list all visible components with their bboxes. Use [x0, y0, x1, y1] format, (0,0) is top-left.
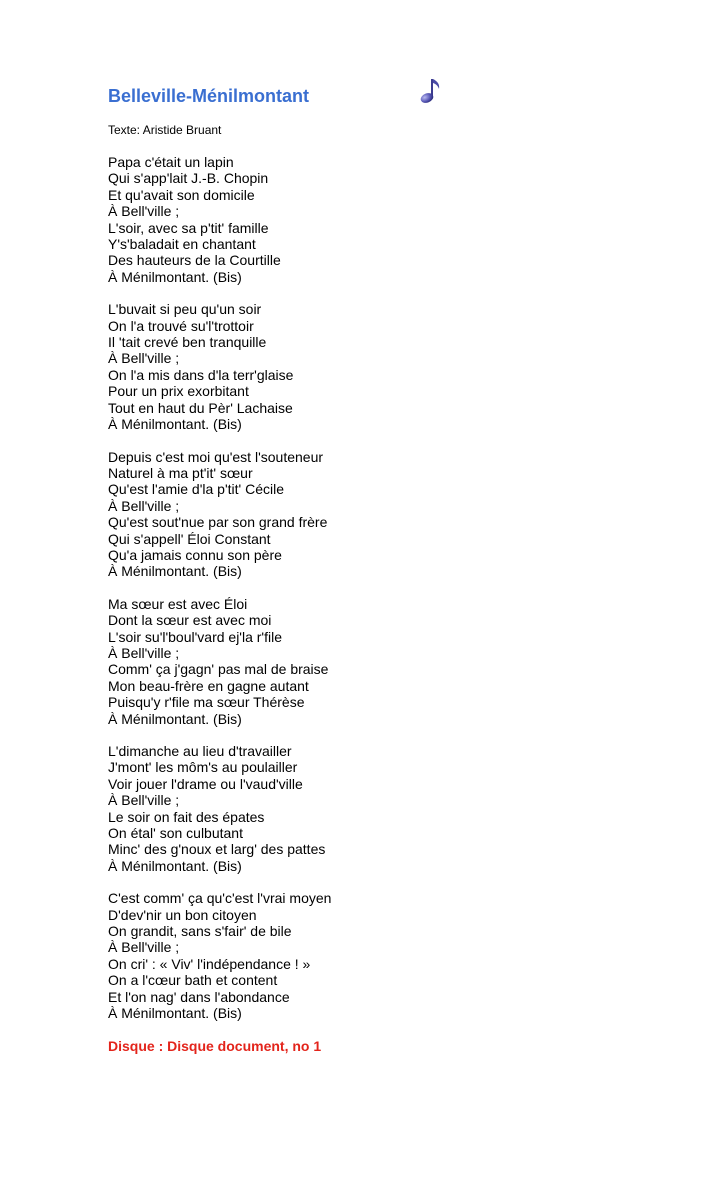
lyric-line: Ma sœur est avec Éloi — [108, 595, 248, 612]
stanza-4 — [108, 596, 668, 727]
lyric-line: Depuis c'est moi qu'est l'souteneur — [108, 448, 324, 465]
stanza-1 — [108, 154, 668, 285]
lyric-line: Qui s'app'lait J.-B. Chopin — [108, 170, 269, 187]
lyric-line: Voir jouer l'drame ou l'vaud'ville — [108, 775, 303, 792]
stanza-3 — [108, 449, 668, 580]
lyric-line: On grandit, sans s'fair' de bile — [108, 923, 292, 940]
lyric-line: Qu'est l'amie d'la p'tit' Cécile — [108, 481, 284, 498]
stanza-5 — [108, 743, 668, 874]
lyric-line: Mon beau-frère en gagne autant — [108, 677, 309, 694]
lyric-line: À Bell'ville ; — [108, 203, 180, 220]
lyric-line: On a l'cœur bath et content — [108, 972, 278, 989]
lyric-line: D'dev'nir un bon citoyen — [108, 906, 257, 923]
lyric-line: À Ménilmontant. (Bis) — [108, 416, 242, 433]
lyric-line: Dont la sœur est avec moi — [108, 612, 272, 629]
lyric-line: À Bell'ville ; — [108, 497, 180, 514]
stanza-2 — [108, 301, 668, 432]
lyric-line: Tout en haut du Pèr' Lachaise — [108, 399, 293, 416]
music-note-icon — [416, 76, 442, 106]
lyric-line: À Ménilmontant. (Bis) — [108, 563, 242, 580]
song-title: Belleville-Ménilmontant — [108, 86, 310, 106]
lyric-line: À Bell'ville ; — [108, 792, 180, 809]
lyric-line: Naturel à ma pt'it' sœur — [108, 464, 253, 481]
lyric-line: Le soir on fait des épates — [108, 808, 265, 825]
lyric-line: On étal' son culbutant — [108, 825, 243, 842]
lyric-line: Qui s'appell' Éloi Constant — [108, 530, 271, 547]
lyric-line: Qu'a jamais connu son père — [108, 546, 282, 563]
lyric-line: J'mont' les môm's au poulailler — [108, 759, 298, 776]
title-row — [108, 84, 668, 112]
lyric-line: À Bell'ville ; — [108, 644, 180, 661]
lyric-line: C'est comm' ça qu'c'est l'vrai moyen — [108, 890, 332, 907]
lyric-line: L'soir su'l'boul'vard ej'la r'file — [108, 628, 283, 645]
lyric-line: Il 'tait crevé ben tranquille — [108, 334, 267, 351]
lyric-line: À Ménilmontant. (Bis) — [108, 1005, 242, 1022]
lyric-line: Pour un prix exorbitant — [108, 383, 249, 400]
lyric-line: Papa c'était un lapin — [108, 154, 234, 170]
lyric-line: À Ménilmontant. (Bis) — [108, 857, 242, 874]
lyric-line: À Ménilmontant. (Bis) — [108, 268, 242, 285]
lyric-line: On l'a mis dans d'la terr'glaise — [108, 366, 294, 383]
lyric-line: L'dimanche au lieu d'travailler — [108, 743, 292, 759]
lyric-line: À Bell'ville ; — [108, 939, 180, 956]
lyric-line: À Bell'ville ; — [108, 350, 180, 367]
lyric-line: Des hauteurs de la Courtille — [108, 252, 281, 269]
lyric-line: L'soir, avec sa p'tit' famille — [108, 219, 269, 236]
lyric-line: Et qu'avait son domicile — [108, 186, 255, 203]
stanza-6 — [108, 890, 668, 1021]
author-credit: Texte: Aristide Bruant — [108, 123, 222, 137]
disc-reference: Disque : Disque document, no 1 — [108, 1037, 322, 1054]
lyric-line: À Ménilmontant. (Bis) — [108, 710, 242, 727]
lyric-line: Puisqu'y r'file ma sœur Thérèse — [108, 694, 305, 711]
lyric-line: On cri' : « Viv' l'indépendance ! » — [108, 955, 311, 972]
lyric-line: Comm' ça j'gagn' pas mal de braise — [108, 661, 329, 678]
lyric-line: Qu'est sout'nue par son grand frère — [108, 514, 328, 531]
lyrics — [108, 154, 668, 1022]
lyric-line: Minc' des g'noux et larg' des pattes — [108, 841, 326, 858]
lyric-line: On l'a trouvé su'l'trottoir — [108, 317, 254, 334]
lyric-line: Y's'baladait en chantant — [108, 236, 256, 253]
lyric-line: Et l'on nag' dans l'abondance — [108, 988, 290, 1005]
song-page — [108, 84, 668, 1055]
lyric-line: L'buvait si peu qu'un soir — [108, 301, 262, 318]
